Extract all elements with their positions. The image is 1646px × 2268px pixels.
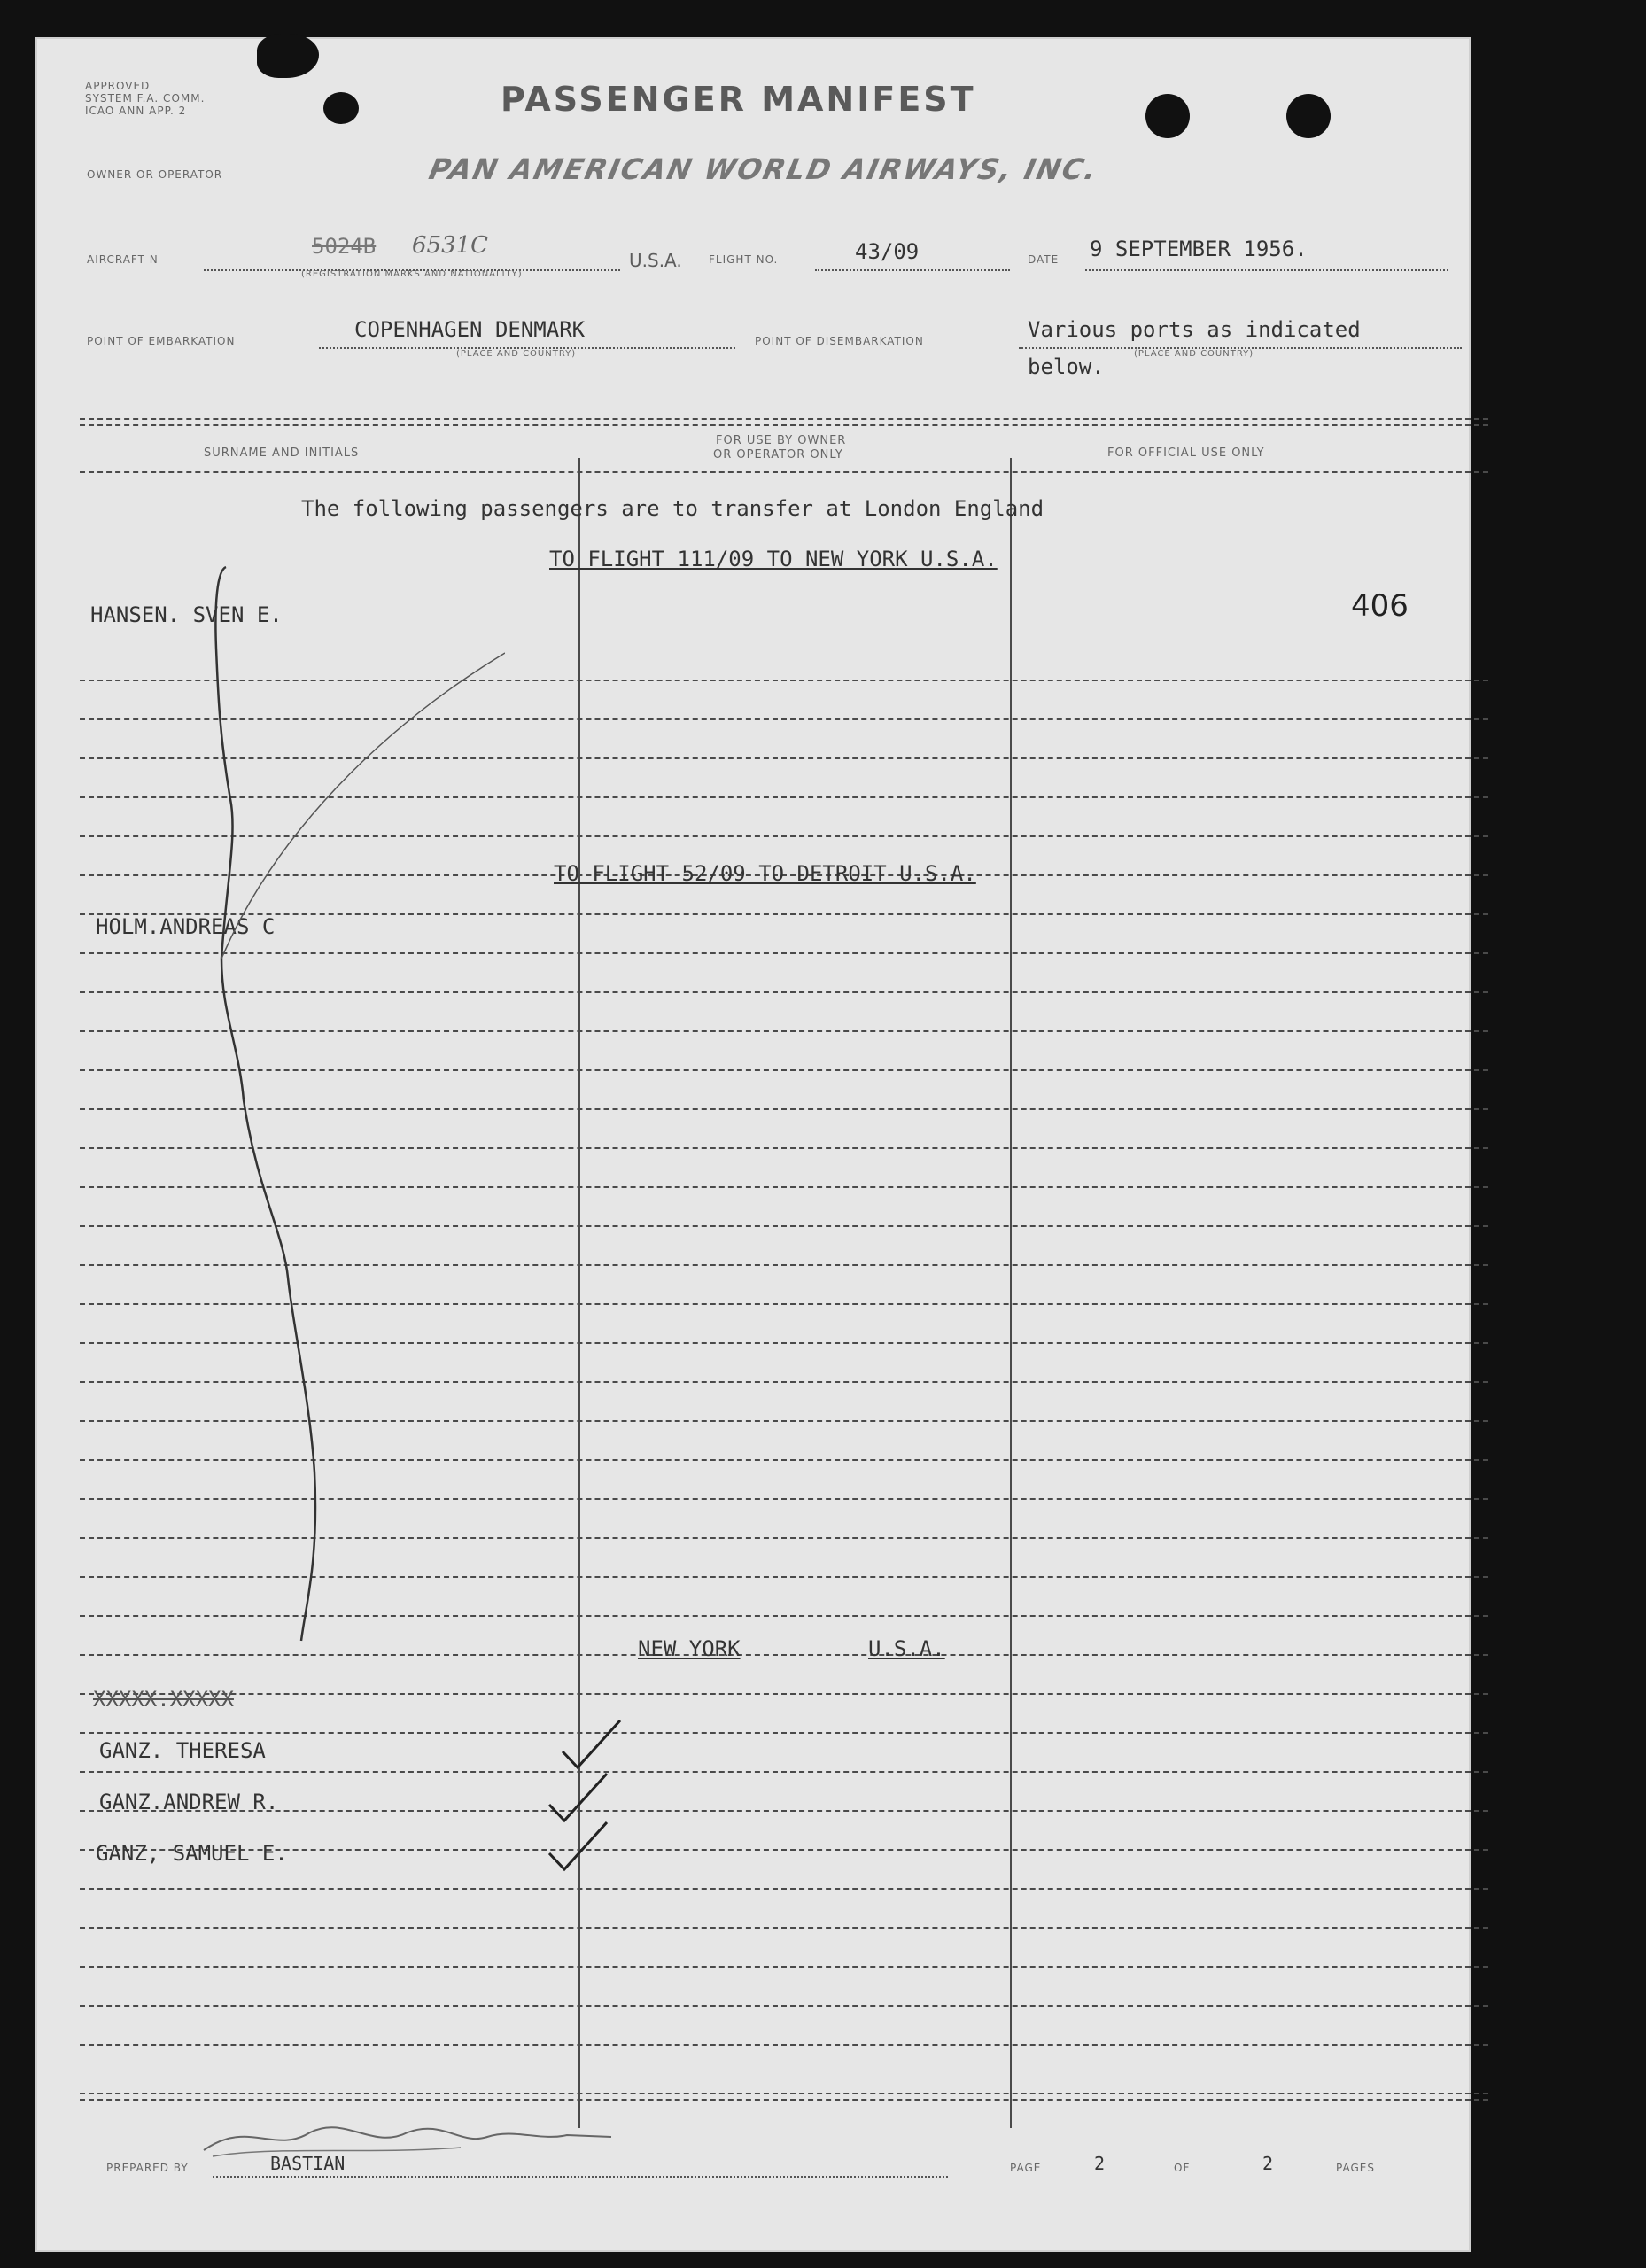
nationality: U.S.A. [629,250,682,271]
operator-label: OWNER OR OPERATOR [87,168,223,181]
punch-hole-left [1145,94,1190,138]
ruled-line [80,1888,1488,1890]
ink-blot-small [323,92,359,124]
of-value: 2 [1262,2153,1274,2174]
date-underline [1085,269,1448,271]
ruled-line [80,1849,1488,1851]
column-header-operator-1: FOR USE BY OWNER [716,434,847,447]
passenger-1: HANSEN. SVEN E. [90,602,283,627]
ruled-line [80,1693,1488,1695]
registration-caption: (REGISTRATION MARKS AND NATIONALITY) [301,269,523,279]
date-value: 9 SEPTEMBER 1956. [1090,237,1308,261]
pencil-bracket [204,338,505,1685]
manifest-sheet [35,37,1471,2252]
prepared-value: BASTIAN [270,2153,346,2174]
operator-name: PAN AMERICAN WORLD AIRWAYS, INC. [425,152,1102,186]
ruled-line [80,2044,1488,2046]
ruled-line [80,2005,1488,2007]
column-divider-2 [1010,458,1012,2128]
prepared-underline [213,2176,948,2178]
flight-no: 43/09 [855,239,920,264]
column-header-official: FOR OFFICIAL USE ONLY [1107,447,1265,460]
struck-entry: XXXXX.XXXXX [93,1687,234,1712]
form-code-2: SYSTEM F.A. COMM. [85,92,206,105]
ruled-line [80,1966,1488,1968]
column-header-surname: SURNAME AND INITIALS [204,447,360,460]
ruled-line [80,1927,1488,1929]
aircraft-value: 6531C [412,232,489,259]
signature [195,2101,638,2172]
embark-value: COPENHAGEN DENMARK [354,317,586,342]
pages-label: PAGES [1336,2162,1375,2174]
aircraft-label: AIRCRAFT N [87,253,159,266]
prepared-label: PREPARED BY [106,2162,189,2174]
section3-country: U.S.A. [868,1636,945,1661]
column-header-operator-2: OR OPERATOR ONLY [713,448,843,462]
punch-hole-right [1286,94,1331,138]
aircraft-struck: 5024B [312,234,377,259]
section3-city: NEW YORK [638,1636,741,1661]
form-code-1: APPROVED [85,80,151,92]
page-title: PASSENGER MANIFEST [501,80,976,119]
place-caption-2: (PLACE AND COUNTRY) [1134,349,1254,359]
form-code-3: ICAO ANN APP. 2 [85,105,187,117]
section2-heading: TO FLIGHT 52/09 TO DETROIT U.S.A. [554,861,976,886]
page-label: PAGE [1010,2162,1042,2174]
disembark-value-2: below. [1028,354,1105,379]
ruled-line [80,1771,1488,1773]
of-label: OF [1174,2162,1191,2174]
disembark-label: POINT OF DISEMBARKATION [755,335,924,347]
date-label: DATE [1028,253,1060,266]
footer-top-rule-2 [80,2099,1488,2101]
passenger-4: GANZ.ANDREW R. [99,1790,279,1814]
passenger-2: HOLM.ANDREAS C [96,914,276,939]
flight-label: FLIGHT NO. [709,253,779,266]
section1-heading: TO FLIGHT 111/09 TO NEW YORK U.S.A. [549,547,998,571]
place-caption-1: (PLACE AND COUNTRY) [456,349,577,359]
official-number: 406 [1351,588,1409,624]
ruled-line [80,1810,1488,1812]
ruled-line [80,1732,1488,1734]
transfer-note: The following passengers are to transfer at London England [301,496,1044,521]
page-value: 2 [1094,2153,1106,2174]
embark-label: POINT OF EMBARKATION [87,335,236,347]
disembark-value-1: Various ports as indicated [1028,317,1361,342]
ink-blot [257,34,319,78]
check-mark-icon [545,1818,616,1880]
flight-underline [815,269,1010,271]
footer-top-rule [80,2093,1488,2094]
passenger-5: GANZ, SAMUEL E. [96,1841,288,1866]
passenger-3: GANZ. THERESA [99,1738,266,1763]
